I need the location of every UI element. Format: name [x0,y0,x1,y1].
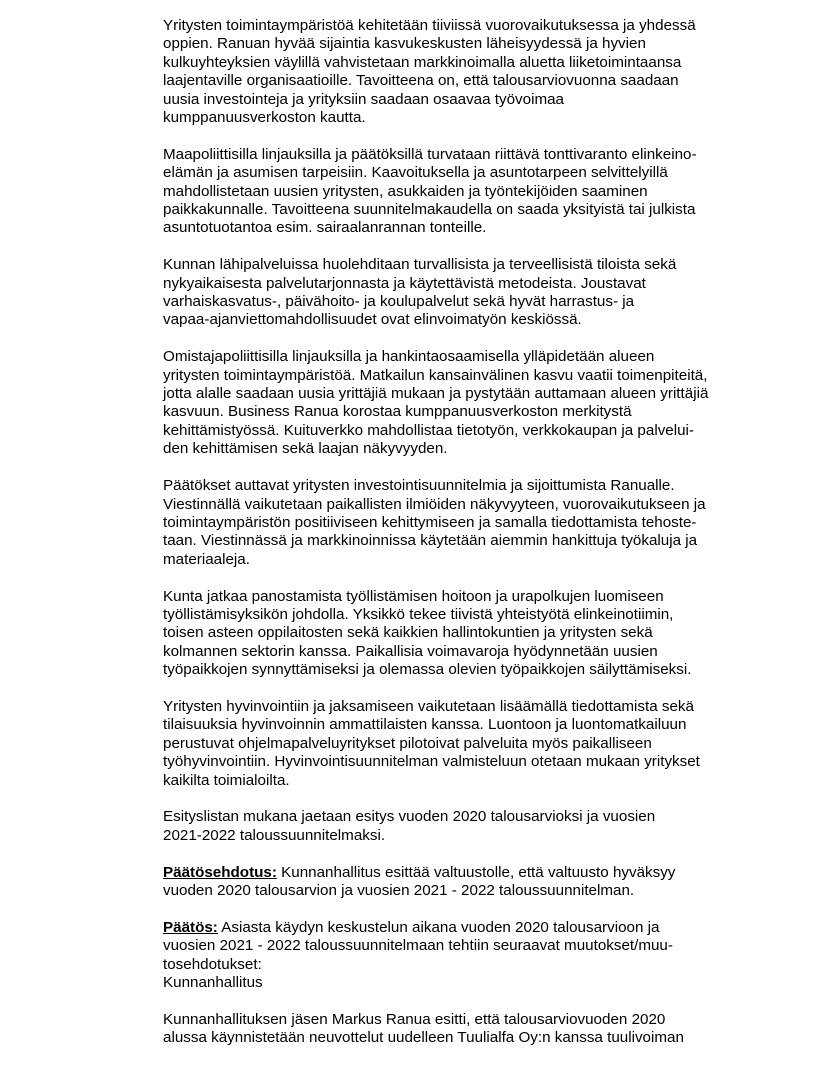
decision-first-line [163,919,763,937]
proposal-text: Kunnanhallitus esittää valtuustolle, että valtuusto hyväksyy [276,863,676,881]
body-paragraph [163,588,763,680]
body-paragraph [163,146,763,238]
paragraph-line: työllistämisyksikön johdolla. Yksikkö tekee tiivistä yhteistyötä elinkeinotiimin, [163,605,674,623]
paragraph-line: kaikilta toimialoilta. [163,771,290,789]
paragraph-line: materiaaleja. [163,550,250,568]
paragraph-line: laajentaville organisaatioille. Tavoitteena on, että talousarviovuonna saadaan [163,72,679,90]
paragraph-line: uusia investointeja ja yrityksiin saadaan osaavaa työvoimaa [163,90,565,108]
paragraph-line: paikkakunnalle. Tavoitteena suunnitelmakaudella on saada yksityistä tai julkista [163,201,696,219]
paragraph-line: toimintaympäristön positiiviseen kehittymiseen ja samalla tiedottamista tehoste- [163,513,697,531]
body-paragraph [163,808,763,845]
paragraph-line: Maapoliittisilla linjauksilla ja päätöksillä turvataan riittävä tonttivaranto elinkeino- [163,145,697,163]
decision-line: vuosien 2021 - 2022 taloussuunnitelmaan tehtiin seuraavat muutokset/muu- [163,937,673,955]
paragraph-line: elämän ja asumisen tarpeisiin. Kaavoituksella ja asuntotarpeen selvittelyillä [163,164,668,182]
paragraph-line: Yritysten hyvinvointiin ja jaksamiseen vaikutetaan lisäämällä tiedottamista sekä [163,697,694,715]
body-paragraph [163,256,763,330]
paragraph-line: den kehittämisen sekä laajan näkyvyyden. [163,440,448,458]
decision-text: Asiasta käydyn keskustelun aikana vuoden 2020 talousarvioon ja [217,918,660,936]
paragraph-line: Esityslistan mukana jaetaan esitys vuoden 2020 talousarvioksi ja vuosien [163,808,656,826]
document-page [163,17,763,1066]
body-paragraph [163,698,763,790]
paragraph-line: perustuvat ohjelmapalveluyritykset pilotoivat palveluita myös paikalliseen [163,734,652,752]
paragraph-line: Yritysten toimintaympäristöä kehitetään tiiviissä vuorovaikutuksessa ja yhdessä [163,17,696,34]
paragraph-line: Omistajapoliittisilla linjauksilla ja hankintaosaamisella ylläpidetään alueen [163,348,655,366]
paragraph-line: jotta alalle saadaan uusia yrittäjiä mukaan ja pystytään auttamaan alueen yrittäjiä [163,385,709,403]
last-paragraph-line: Kunnanhallituksen jäsen Markus Ranua esitti, että talousarviovuoden 2020 [163,1010,666,1028]
proposal-first-line [163,864,763,882]
paragraph-line: Kunnan lähipalveluissa huolehditaan turvallisista ja terveellisistä tiloista sekä [163,256,677,274]
paragraph-line: toisen asteen oppilaitosten sekä kaikkien hallintokuntien ja yritysten sekä [163,624,653,642]
last-paragraph [163,1011,763,1048]
paragraph-line: kasvuun. Business Ranua korostaa kumppanuusverkoston merkitystä [163,403,632,421]
paragraph-line: kumppanuusverkoston kautta. [163,109,366,127]
decision-line: tosehdotukset: [163,955,262,973]
paragraph-line: Kunta jatkaa panostamista työllistämisen hoitoon ja urapolkujen luomiseen [163,587,664,605]
decision-paragraph [163,919,763,993]
paragraph-line: 2021-2022 taloussuunnitelmaksi. [163,826,386,844]
paragraph-line: kolmannen sektorin kanssa. Paikallisia voimavaroja hyödynnetään uusien [163,642,658,660]
paragraph-line: yritysten toimintaympäristöä. Matkailun kansainvälinen kasvu vaatii toimenpiteitä, [163,366,708,384]
paragraph-line: taan. Viestinnässä ja markkinoinnissa käytetään aiemmin hankittuja työkaluja ja [163,532,698,550]
paragraph-line: oppien. Ranuan hyvää sijaintia kasvukeskusten läheisyydessä ja hyvien [163,35,646,53]
paragraph-line: mahdollistetaan uusien yritysten, asukkaiden ja työntekijöiden saaminen [163,182,648,200]
paragraph-line: työpaikkojen synnyttämiseksi ja olemassa olevien työpaikkojen säilyttämiseksi. [163,661,692,679]
last-paragraph-line: alussa käynnistetään neuvottelut uudelleen Tuulialfa Oy:n kanssa tuulivoiman [163,1029,684,1047]
paragraph-line: työhyvinvointiin. Hyvinvointisuunnitelman valmisteluun otetaan mukaan yritykset [163,753,700,771]
paragraph-line: asuntotuotantoa esim. sairaalanrannan tonteille. [163,219,487,237]
paragraph-line: nykyaikaisesta palvelutarjonnasta ja käytettävistä metodeista. Joustavat [163,274,646,292]
proposal-label: Päätösehdotus: [163,863,277,881]
body-paragraphs [163,17,763,845]
paragraph-line: kulkuyhteyksien väylillä vahvistetaan markkinoimalla aluetta liiketoimintaansa [163,53,682,71]
proposal-second-line: vuoden 2020 talousarvion ja vuosien 2021 - 2022 taloussuunnitelman. [163,881,635,899]
body-paragraph [163,348,763,458]
paragraph-line: varhaiskasvatus-, päivähoito- ja koulupalvelut sekä hyvät harrastus- ja [163,293,635,311]
body-paragraph [163,17,763,127]
paragraph-line: Päätökset auttavat yritysten investointisuunnitelmia ja sijoittumista Ranualle. [163,477,675,495]
paragraph-line: tilaisuuksia hyvinvoinnin ammattilaisten kanssa. Luontoon ja luontomatkailuun [163,716,687,734]
paragraph-line: Viestinnällä vaikutetaan paikallisten ilmiöiden näkyvyyteen, vuorovaikutukseen ja [163,495,706,513]
body-paragraph [163,477,763,569]
paragraph-line: kehittämistyössä. Kuituverkko mahdollistaa tietotyön, verkkokaupan ja palvelui- [163,421,694,439]
paragraph-line: vapaa-ajanviettomahdollisuudet ovat elinvoimatyön keskiössä. [163,311,582,329]
decision-line: Kunnanhallitus [163,973,263,991]
decision-label: Päätös: [163,918,218,936]
proposal-paragraph [163,864,763,901]
